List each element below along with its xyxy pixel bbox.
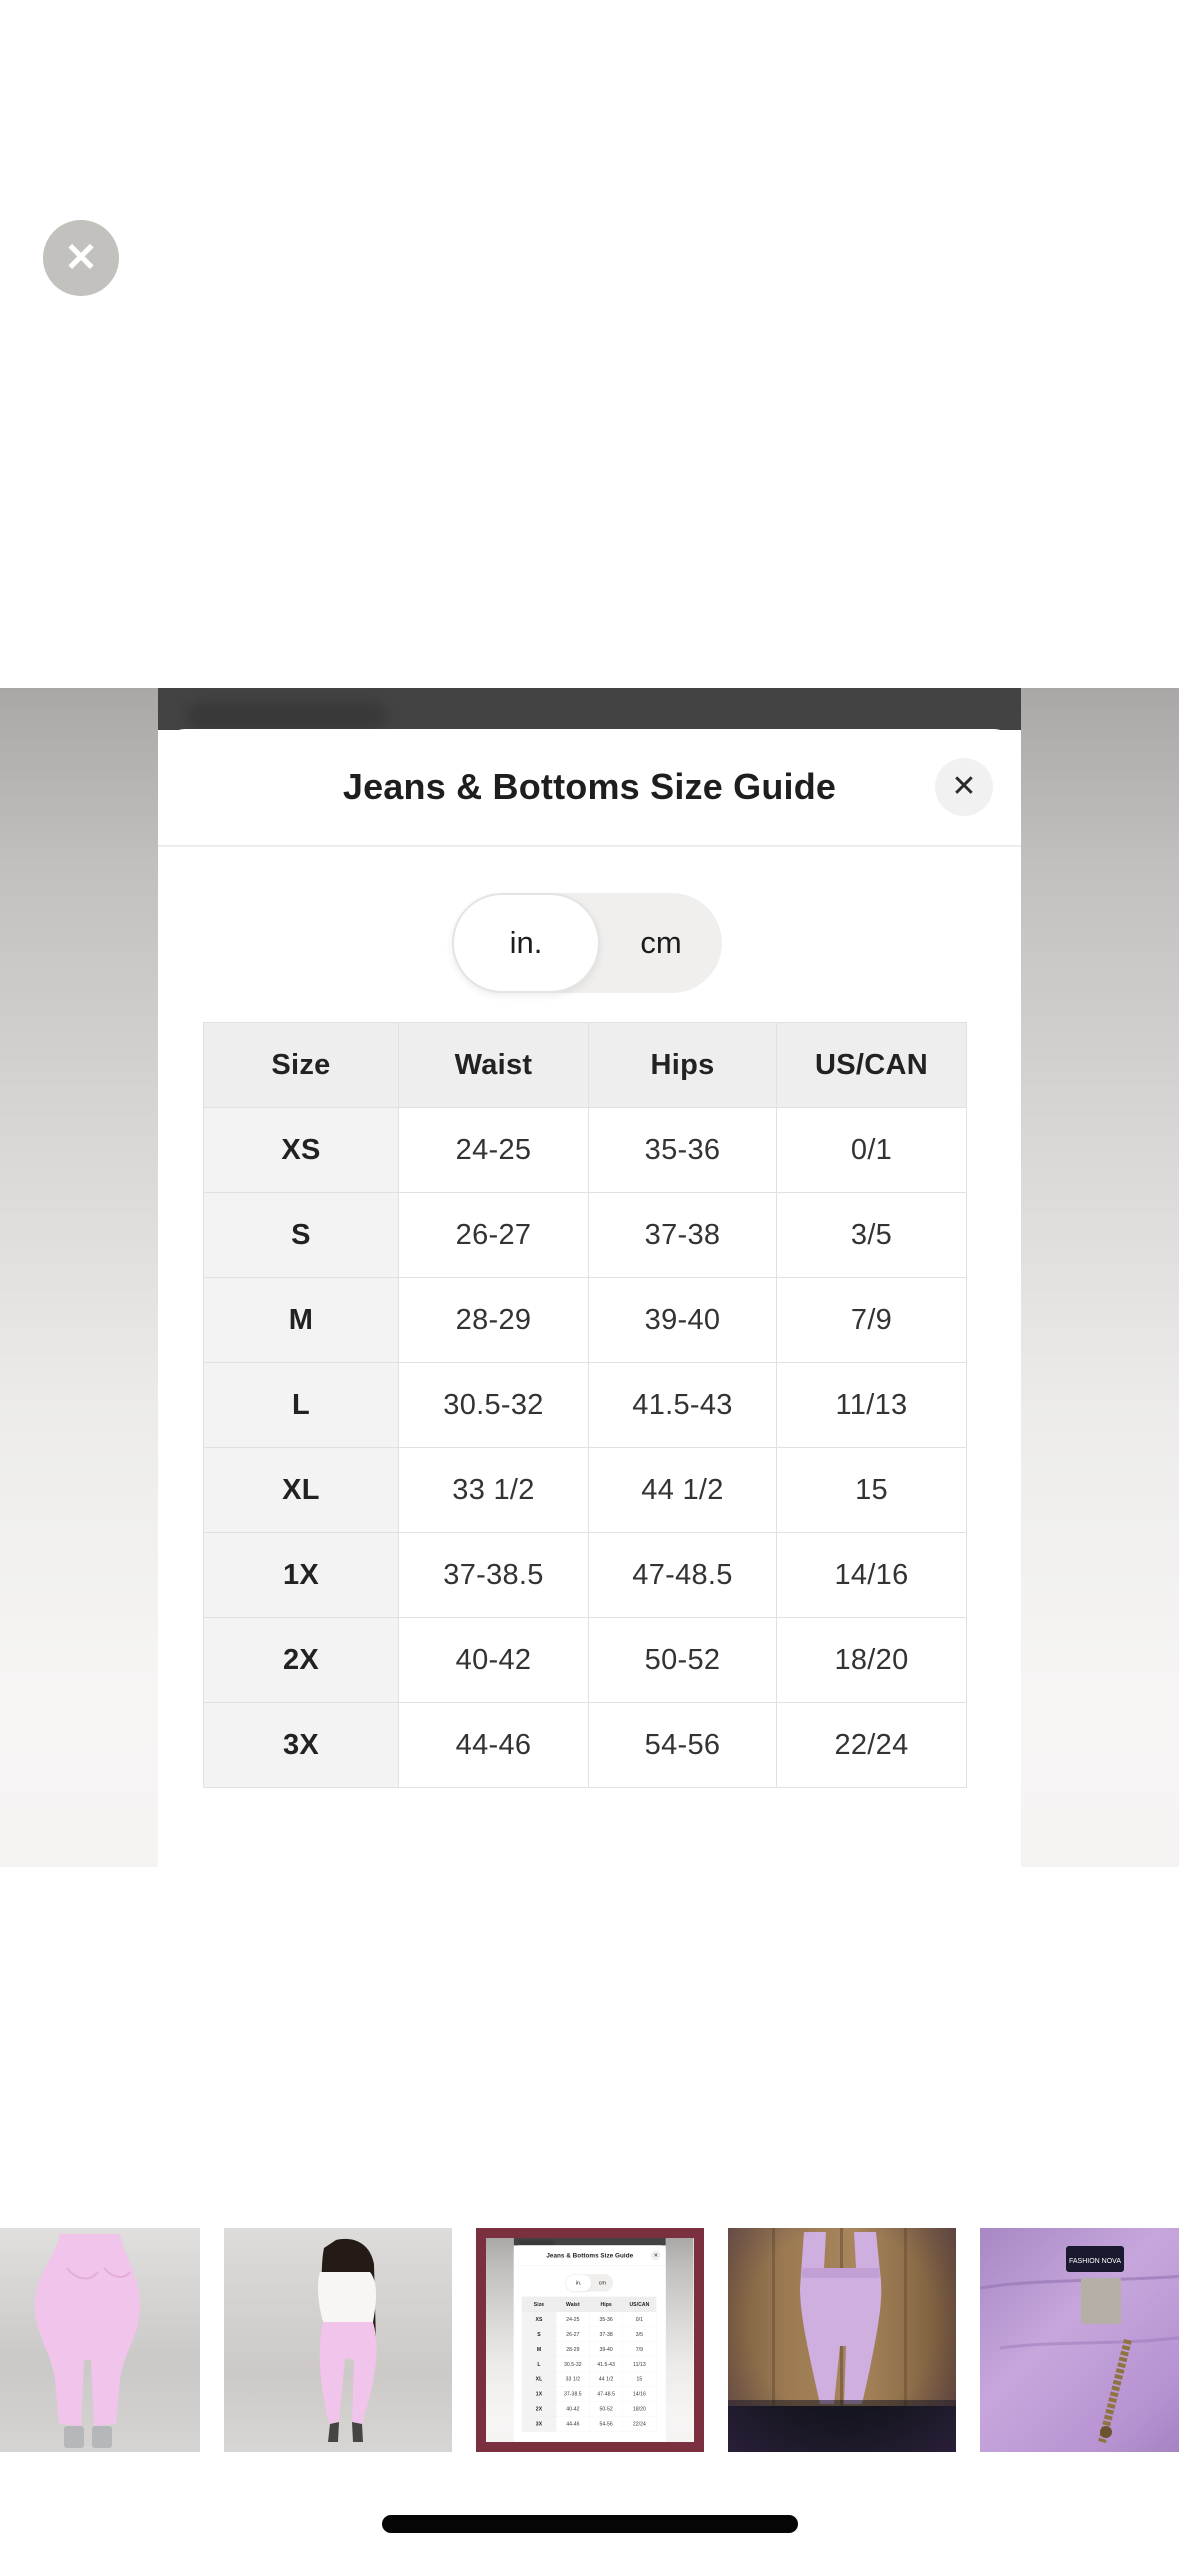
- cell-uscan: 22/24: [623, 2417, 656, 2432]
- close-icon: ✕: [64, 236, 98, 280]
- cell-size: 1X: [204, 1533, 399, 1618]
- sheet-title: Jeans & Bottoms Size Guide: [342, 766, 837, 807]
- cell-size: M: [522, 2342, 556, 2357]
- unit-option-cm: cm: [640, 925, 682, 960]
- main-photo-size-guide[interactable]: [486, 2238, 694, 2442]
- sheet-close-button: [651, 2250, 661, 2260]
- table-row: [204, 1703, 967, 1788]
- home-indicator[interactable]: [382, 2515, 798, 2533]
- jeans-tag-closeup-image: [980, 2228, 1179, 2452]
- col-header-waist: Waist: [399, 1023, 589, 1108]
- cell-hips: 41.5-43: [590, 2357, 623, 2372]
- col-header-hips: Hips: [590, 2297, 623, 2312]
- table-row: [204, 1363, 967, 1448]
- table-header-row: [204, 1023, 967, 1108]
- brand-tag-text: FASHION NOVA: [1069, 2258, 1121, 2265]
- thumbnail-jeans-flat-lay[interactable]: [728, 2228, 956, 2452]
- cell-hips: 41.5-43: [589, 1363, 777, 1448]
- cell-waist: 33 1/2: [399, 1448, 589, 1533]
- cell-size: XL: [204, 1448, 399, 1533]
- table-row: [204, 1108, 967, 1193]
- photo-left-background-strip: [0, 688, 158, 1867]
- cell-uscan: 14/16: [623, 2387, 656, 2402]
- cell-hips: 37-38: [590, 2327, 623, 2342]
- dimmed-band: [158, 688, 1021, 730]
- cell-waist: 44-46: [556, 2417, 589, 2432]
- table-row: [522, 2402, 656, 2417]
- photo-left-background-strip: [486, 2238, 514, 2442]
- cell-uscan: 22/24: [777, 1703, 967, 1788]
- col-header-size: Size: [204, 1023, 399, 1108]
- cell-waist: 44-46: [399, 1703, 589, 1788]
- cell-uscan: 15: [623, 2372, 656, 2387]
- col-header-uscan: US/CAN: [623, 2297, 656, 2312]
- cell-size: 3X: [522, 2417, 556, 2432]
- cell-hips: 47-48.5: [590, 2387, 623, 2402]
- cell-waist: 24-25: [399, 1108, 589, 1193]
- cell-size: M: [204, 1278, 399, 1363]
- cell-uscan: 7/9: [777, 1278, 967, 1363]
- cell-hips: 50-52: [589, 1618, 777, 1703]
- cell-uscan: 15: [777, 1448, 967, 1533]
- size-guide-chart-image: [486, 2238, 694, 2442]
- col-header-size: Size: [522, 2297, 556, 2312]
- cell-waist: 28-29: [556, 2342, 589, 2357]
- viewer-close-button[interactable]: [43, 220, 119, 296]
- cell-size: S: [204, 1193, 399, 1278]
- cell-hips: 54-56: [590, 2417, 623, 2432]
- dimmed-band-shadow: [186, 702, 386, 730]
- close-icon: ✕: [951, 770, 977, 803]
- table-row: [522, 2387, 656, 2402]
- sheet-header: [514, 2245, 666, 2266]
- cell-hips: 39-40: [589, 1278, 777, 1363]
- photo-right-background-strip: [666, 2238, 694, 2442]
- thumbnail-strip: [0, 2228, 1179, 2452]
- size-guide-table: [522, 2297, 656, 2432]
- cell-hips: 50-52: [590, 2402, 623, 2417]
- model-pink-jeans-image: [224, 2228, 452, 2452]
- cell-size: 2X: [522, 2402, 556, 2417]
- cell-size: XS: [204, 1108, 399, 1193]
- photo-right-background-strip: [1021, 688, 1179, 1867]
- cell-hips: 47-48.5: [589, 1533, 777, 1618]
- cell-waist: 28-29: [399, 1278, 589, 1363]
- table-row: [204, 1448, 967, 1533]
- table-row: [204, 1193, 967, 1278]
- unit-option-inches: in.: [566, 2274, 592, 2292]
- unit-toggle: [566, 2274, 614, 2292]
- col-header-uscan: US/CAN: [777, 1023, 967, 1108]
- cell-size: XS: [522, 2312, 556, 2327]
- size-guide-table: [203, 1022, 967, 1788]
- cell-waist: 33 1/2: [556, 2372, 589, 2387]
- cell-waist: 26-27: [556, 2327, 589, 2342]
- size-guide-sheet: [158, 729, 1021, 1867]
- cell-hips: 44 1/2: [589, 1448, 777, 1533]
- table-row: [204, 1618, 967, 1703]
- cell-uscan: 14/16: [777, 1533, 967, 1618]
- cell-size: 1X: [522, 2387, 556, 2402]
- cell-waist: 26-27: [399, 1193, 589, 1278]
- size-guide-sheet: [514, 2245, 666, 2442]
- thumbnail-model-pink-jeans[interactable]: [224, 2228, 452, 2452]
- thumbnail-pink-jeans-legs-back[interactable]: [0, 2228, 200, 2452]
- main-photo-size-guide[interactable]: [0, 688, 1179, 1867]
- unit-option-inches: in.: [452, 893, 600, 993]
- cell-hips: 44 1/2: [590, 2372, 623, 2387]
- cell-size: 3X: [204, 1703, 399, 1788]
- cell-waist: 37-38.5: [556, 2387, 589, 2402]
- cell-size: S: [522, 2327, 556, 2342]
- unit-toggle: [452, 893, 722, 993]
- table-row: [204, 1278, 967, 1363]
- sheet-header: [158, 729, 1021, 847]
- cell-size: 2X: [204, 1618, 399, 1703]
- col-header-waist: Waist: [556, 2297, 589, 2312]
- table-header-row: [522, 2297, 656, 2312]
- table-row: [522, 2342, 656, 2357]
- cell-hips: 35-36: [589, 1108, 777, 1193]
- thumbnail-jeans-tag-closeup[interactable]: [980, 2228, 1179, 2452]
- cell-hips: 37-38: [589, 1193, 777, 1278]
- table-row: [522, 2372, 656, 2387]
- cell-hips: 35-36: [590, 2312, 623, 2327]
- cell-uscan: 0/1: [623, 2312, 656, 2327]
- cell-uscan: 18/20: [777, 1618, 967, 1703]
- thumbnail-size-guide-chart[interactable]: [476, 2228, 704, 2452]
- sheet-close-button: [935, 758, 993, 816]
- pink-jeans-legs-back-image: [0, 2228, 200, 2452]
- cell-waist: 40-42: [399, 1618, 589, 1703]
- table-row: [204, 1533, 967, 1618]
- cell-uscan: 3/5: [623, 2327, 656, 2342]
- col-header-hips: Hips: [589, 1023, 777, 1108]
- cell-waist: 37-38.5: [399, 1533, 589, 1618]
- sheet-title: Jeans & Bottoms Size Guide: [546, 2251, 634, 2259]
- cell-size: L: [204, 1363, 399, 1448]
- cell-uscan: 0/1: [777, 1108, 967, 1193]
- cell-waist: 30.5-32: [399, 1363, 589, 1448]
- cell-uscan: 7/9: [623, 2342, 656, 2357]
- cell-waist: 30.5-32: [556, 2357, 589, 2372]
- cell-size: L: [522, 2357, 556, 2372]
- cell-hips: 54-56: [589, 1703, 777, 1788]
- jeans-flat-lay-image: [728, 2228, 956, 2452]
- table-row: [522, 2312, 656, 2327]
- unit-option-cm: cm: [598, 2279, 606, 2286]
- cell-hips: 39-40: [590, 2342, 623, 2357]
- table-row: [522, 2327, 656, 2342]
- close-icon: ✕: [653, 2252, 658, 2259]
- cell-size: XL: [522, 2372, 556, 2387]
- cell-waist: 24-25: [556, 2312, 589, 2327]
- cell-uscan: 3/5: [777, 1193, 967, 1278]
- cell-uscan: 11/13: [623, 2357, 656, 2372]
- cell-waist: 40-42: [556, 2402, 589, 2417]
- cell-uscan: 11/13: [777, 1363, 967, 1448]
- table-row: [522, 2417, 656, 2432]
- cell-uscan: 18/20: [623, 2402, 656, 2417]
- table-row: [522, 2357, 656, 2372]
